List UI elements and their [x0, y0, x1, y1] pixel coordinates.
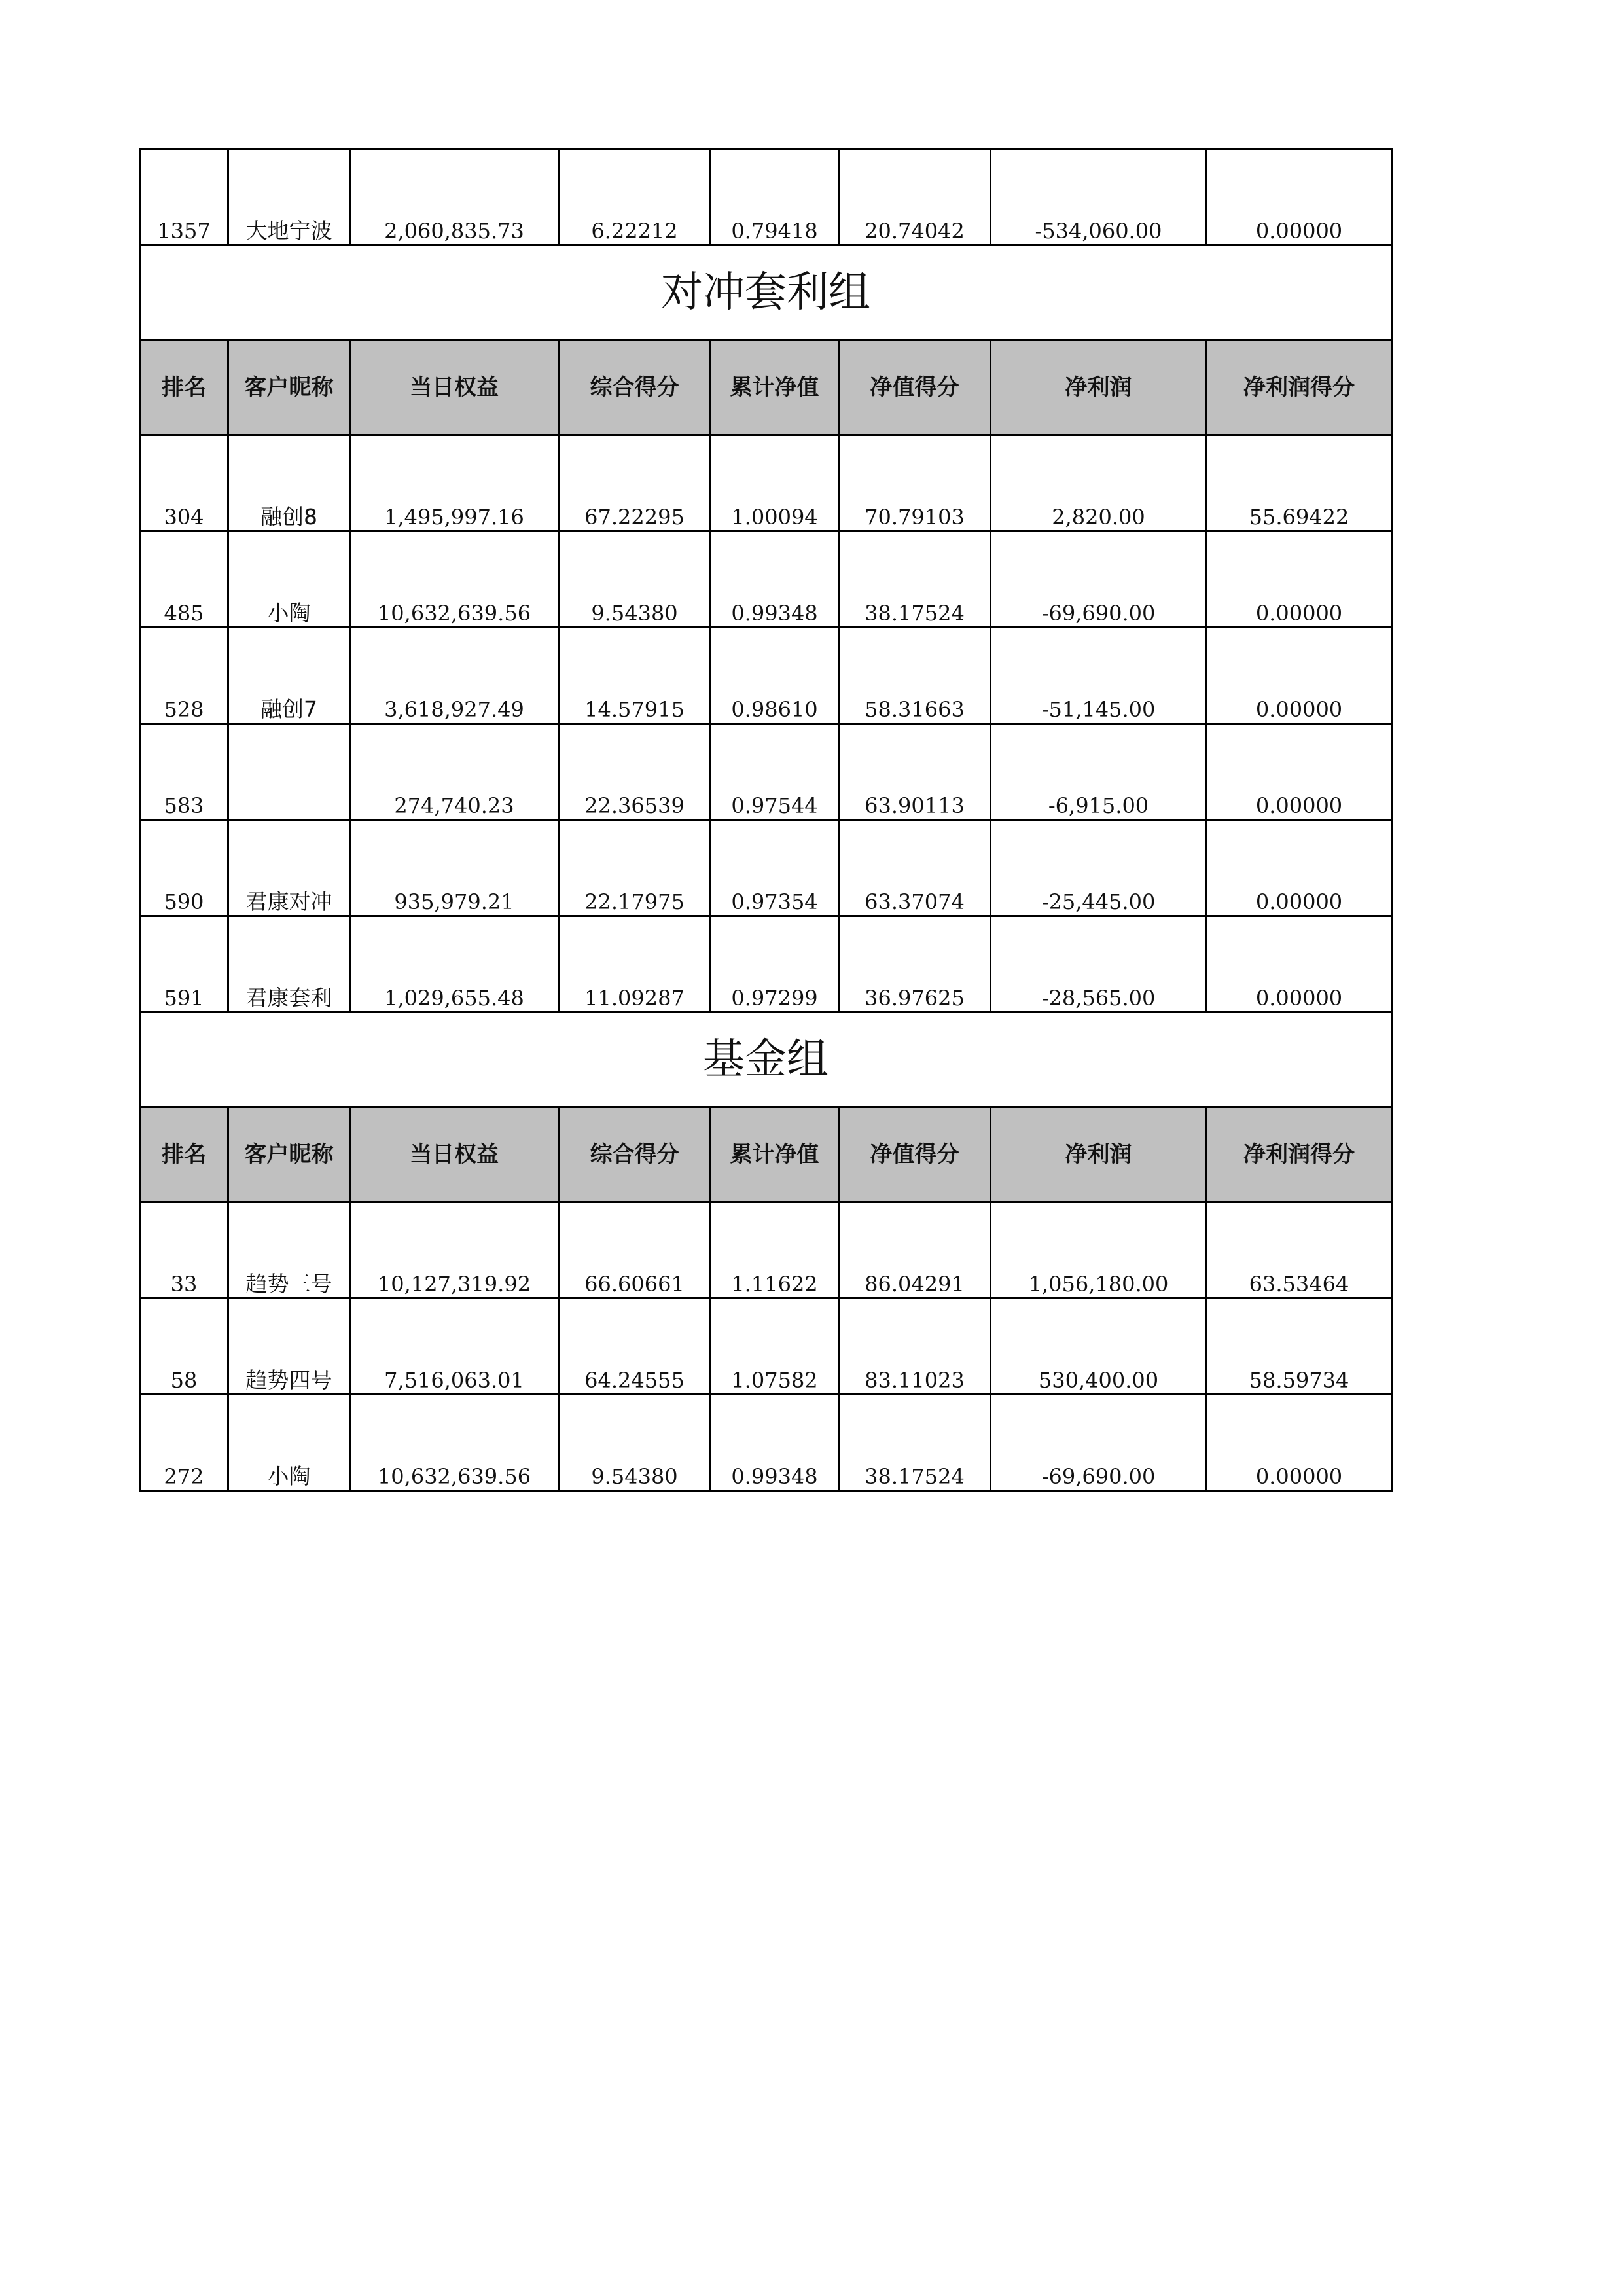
- rank-cell: 485: [140, 531, 228, 628]
- header-profit-score: 净利润得分: [1207, 1107, 1392, 1202]
- table-body: [140, 149, 1392, 1491]
- rank-cell: 583: [140, 724, 228, 820]
- profit-score-cell: 0.00000: [1207, 628, 1392, 724]
- net-profit-cell: 2,820.00: [991, 435, 1207, 531]
- nav-score-cell: 38.17524: [839, 531, 991, 628]
- equity-cell: 3,618,927.49: [350, 628, 559, 724]
- equity-cell: 1,495,997.16: [350, 435, 559, 531]
- name-cell: 小陶: [228, 531, 350, 628]
- rank-cell: 591: [140, 916, 228, 1013]
- name-cell: 小陶: [228, 1395, 350, 1491]
- nav-score-cell: 38.17524: [839, 1395, 991, 1491]
- equity-cell: 935,979.21: [350, 820, 559, 916]
- header-equity: 当日权益: [350, 340, 559, 435]
- profit-score-cell: 0.00000: [1207, 916, 1392, 1013]
- name-cell: 趋势四号: [228, 1299, 350, 1395]
- table-row: [140, 820, 1392, 916]
- nav-score-cell: 20.74042: [839, 149, 991, 245]
- header-total-score: 综合得分: [559, 1107, 711, 1202]
- net-profit-cell: -69,690.00: [991, 1395, 1207, 1491]
- total-score-cell: 64.24555: [559, 1299, 711, 1395]
- net-profit-cell: -25,445.00: [991, 820, 1207, 916]
- profit-score-cell: 0.00000: [1207, 724, 1392, 820]
- section-title-row: [140, 245, 1392, 340]
- total-score-cell: 9.54380: [559, 531, 711, 628]
- profit-score-cell: 0.00000: [1207, 820, 1392, 916]
- equity-cell: 7,516,063.01: [350, 1299, 559, 1395]
- header-nav-score: 净值得分: [839, 1107, 991, 1202]
- nav-score-cell: 36.97625: [839, 916, 991, 1013]
- nav-score-cell: 70.79103: [839, 435, 991, 531]
- profit-score-cell: 0.00000: [1207, 531, 1392, 628]
- header-rank: 排名: [140, 340, 228, 435]
- cum-nav-cell: 1.11622: [711, 1202, 839, 1299]
- net-profit-cell: -6,915.00: [991, 724, 1207, 820]
- name-cell: [228, 724, 350, 820]
- name-cell: 大地宁波: [228, 149, 350, 245]
- profit-score-cell: 0.00000: [1207, 1395, 1392, 1491]
- net-profit-cell: -69,690.00: [991, 531, 1207, 628]
- section-title-row: [140, 1013, 1392, 1107]
- column-header-row: [140, 340, 1392, 435]
- rank-cell: 590: [140, 820, 228, 916]
- total-score-cell: 22.17975: [559, 820, 711, 916]
- table-row: [140, 724, 1392, 820]
- rank-cell: 304: [140, 435, 228, 531]
- equity-cell: 2,060,835.73: [350, 149, 559, 245]
- profit-score-cell: 55.69422: [1207, 435, 1392, 531]
- cum-nav-cell: 0.97299: [711, 916, 839, 1013]
- total-score-cell: 11.09287: [559, 916, 711, 1013]
- rank-cell: 58: [140, 1299, 228, 1395]
- header-name: 客户昵称: [228, 340, 350, 435]
- profit-score-cell: 63.53464: [1207, 1202, 1392, 1299]
- rank-cell: 1357: [140, 149, 228, 245]
- header-total-score: 综合得分: [559, 340, 711, 435]
- nav-score-cell: 63.90113: [839, 724, 991, 820]
- equity-cell: 10,127,319.92: [350, 1202, 559, 1299]
- table-row: [140, 916, 1392, 1013]
- net-profit-cell: 530,400.00: [991, 1299, 1207, 1395]
- header-cum-nav: 累计净值: [711, 340, 839, 435]
- name-cell: 融创7: [228, 628, 350, 724]
- table-row: [140, 435, 1392, 531]
- table-row: [140, 149, 1392, 245]
- header-net-profit: 净利润: [991, 1107, 1207, 1202]
- net-profit-cell: 1,056,180.00: [991, 1202, 1207, 1299]
- cum-nav-cell: 1.00094: [711, 435, 839, 531]
- total-score-cell: 6.22212: [559, 149, 711, 245]
- total-score-cell: 9.54380: [559, 1395, 711, 1491]
- cum-nav-cell: 0.98610: [711, 628, 839, 724]
- cum-nav-cell: 0.79418: [711, 149, 839, 245]
- equity-cell: 10,632,639.56: [350, 531, 559, 628]
- net-profit-cell: -534,060.00: [991, 149, 1207, 245]
- header-nav-score: 净值得分: [839, 340, 991, 435]
- name-cell: 融创8: [228, 435, 350, 531]
- cum-nav-cell: 0.99348: [711, 1395, 839, 1491]
- equity-cell: 1,029,655.48: [350, 916, 559, 1013]
- table-row: [140, 1395, 1392, 1491]
- net-profit-cell: -51,145.00: [991, 628, 1207, 724]
- profit-score-cell: 0.00000: [1207, 149, 1392, 245]
- ranking-table: [139, 148, 1393, 1492]
- profit-score-cell: 58.59734: [1207, 1299, 1392, 1395]
- rank-cell: 528: [140, 628, 228, 724]
- net-profit-cell: -28,565.00: [991, 916, 1207, 1013]
- nav-score-cell: 86.04291: [839, 1202, 991, 1299]
- header-profit-score: 净利润得分: [1207, 340, 1392, 435]
- header-equity: 当日权益: [350, 1107, 559, 1202]
- column-header-row: [140, 1107, 1392, 1202]
- header-name: 客户昵称: [228, 1107, 350, 1202]
- cum-nav-cell: 0.97544: [711, 724, 839, 820]
- name-cell: 君康套利: [228, 916, 350, 1013]
- equity-cell: 274,740.23: [350, 724, 559, 820]
- section-title: 基金组: [140, 1013, 1392, 1107]
- header-rank: 排名: [140, 1107, 228, 1202]
- section-title: 对冲套利组: [140, 245, 1392, 340]
- nav-score-cell: 63.37074: [839, 820, 991, 916]
- cum-nav-cell: 0.97354: [711, 820, 839, 916]
- header-cum-nav: 累计净值: [711, 1107, 839, 1202]
- header-net-profit: 净利润: [991, 340, 1207, 435]
- total-score-cell: 66.60661: [559, 1202, 711, 1299]
- nav-score-cell: 83.11023: [839, 1299, 991, 1395]
- name-cell: 趋势三号: [228, 1202, 350, 1299]
- total-score-cell: 22.36539: [559, 724, 711, 820]
- table-row: [140, 1202, 1392, 1299]
- table-row: [140, 628, 1392, 724]
- table-row: [140, 531, 1392, 628]
- table-row: [140, 1299, 1392, 1395]
- cum-nav-cell: 1.07582: [711, 1299, 839, 1395]
- nav-score-cell: 58.31663: [839, 628, 991, 724]
- cum-nav-cell: 0.99348: [711, 531, 839, 628]
- equity-cell: 10,632,639.56: [350, 1395, 559, 1491]
- rank-cell: 272: [140, 1395, 228, 1491]
- rank-cell: 33: [140, 1202, 228, 1299]
- total-score-cell: 67.22295: [559, 435, 711, 531]
- name-cell: 君康对冲: [228, 820, 350, 916]
- total-score-cell: 14.57915: [559, 628, 711, 724]
